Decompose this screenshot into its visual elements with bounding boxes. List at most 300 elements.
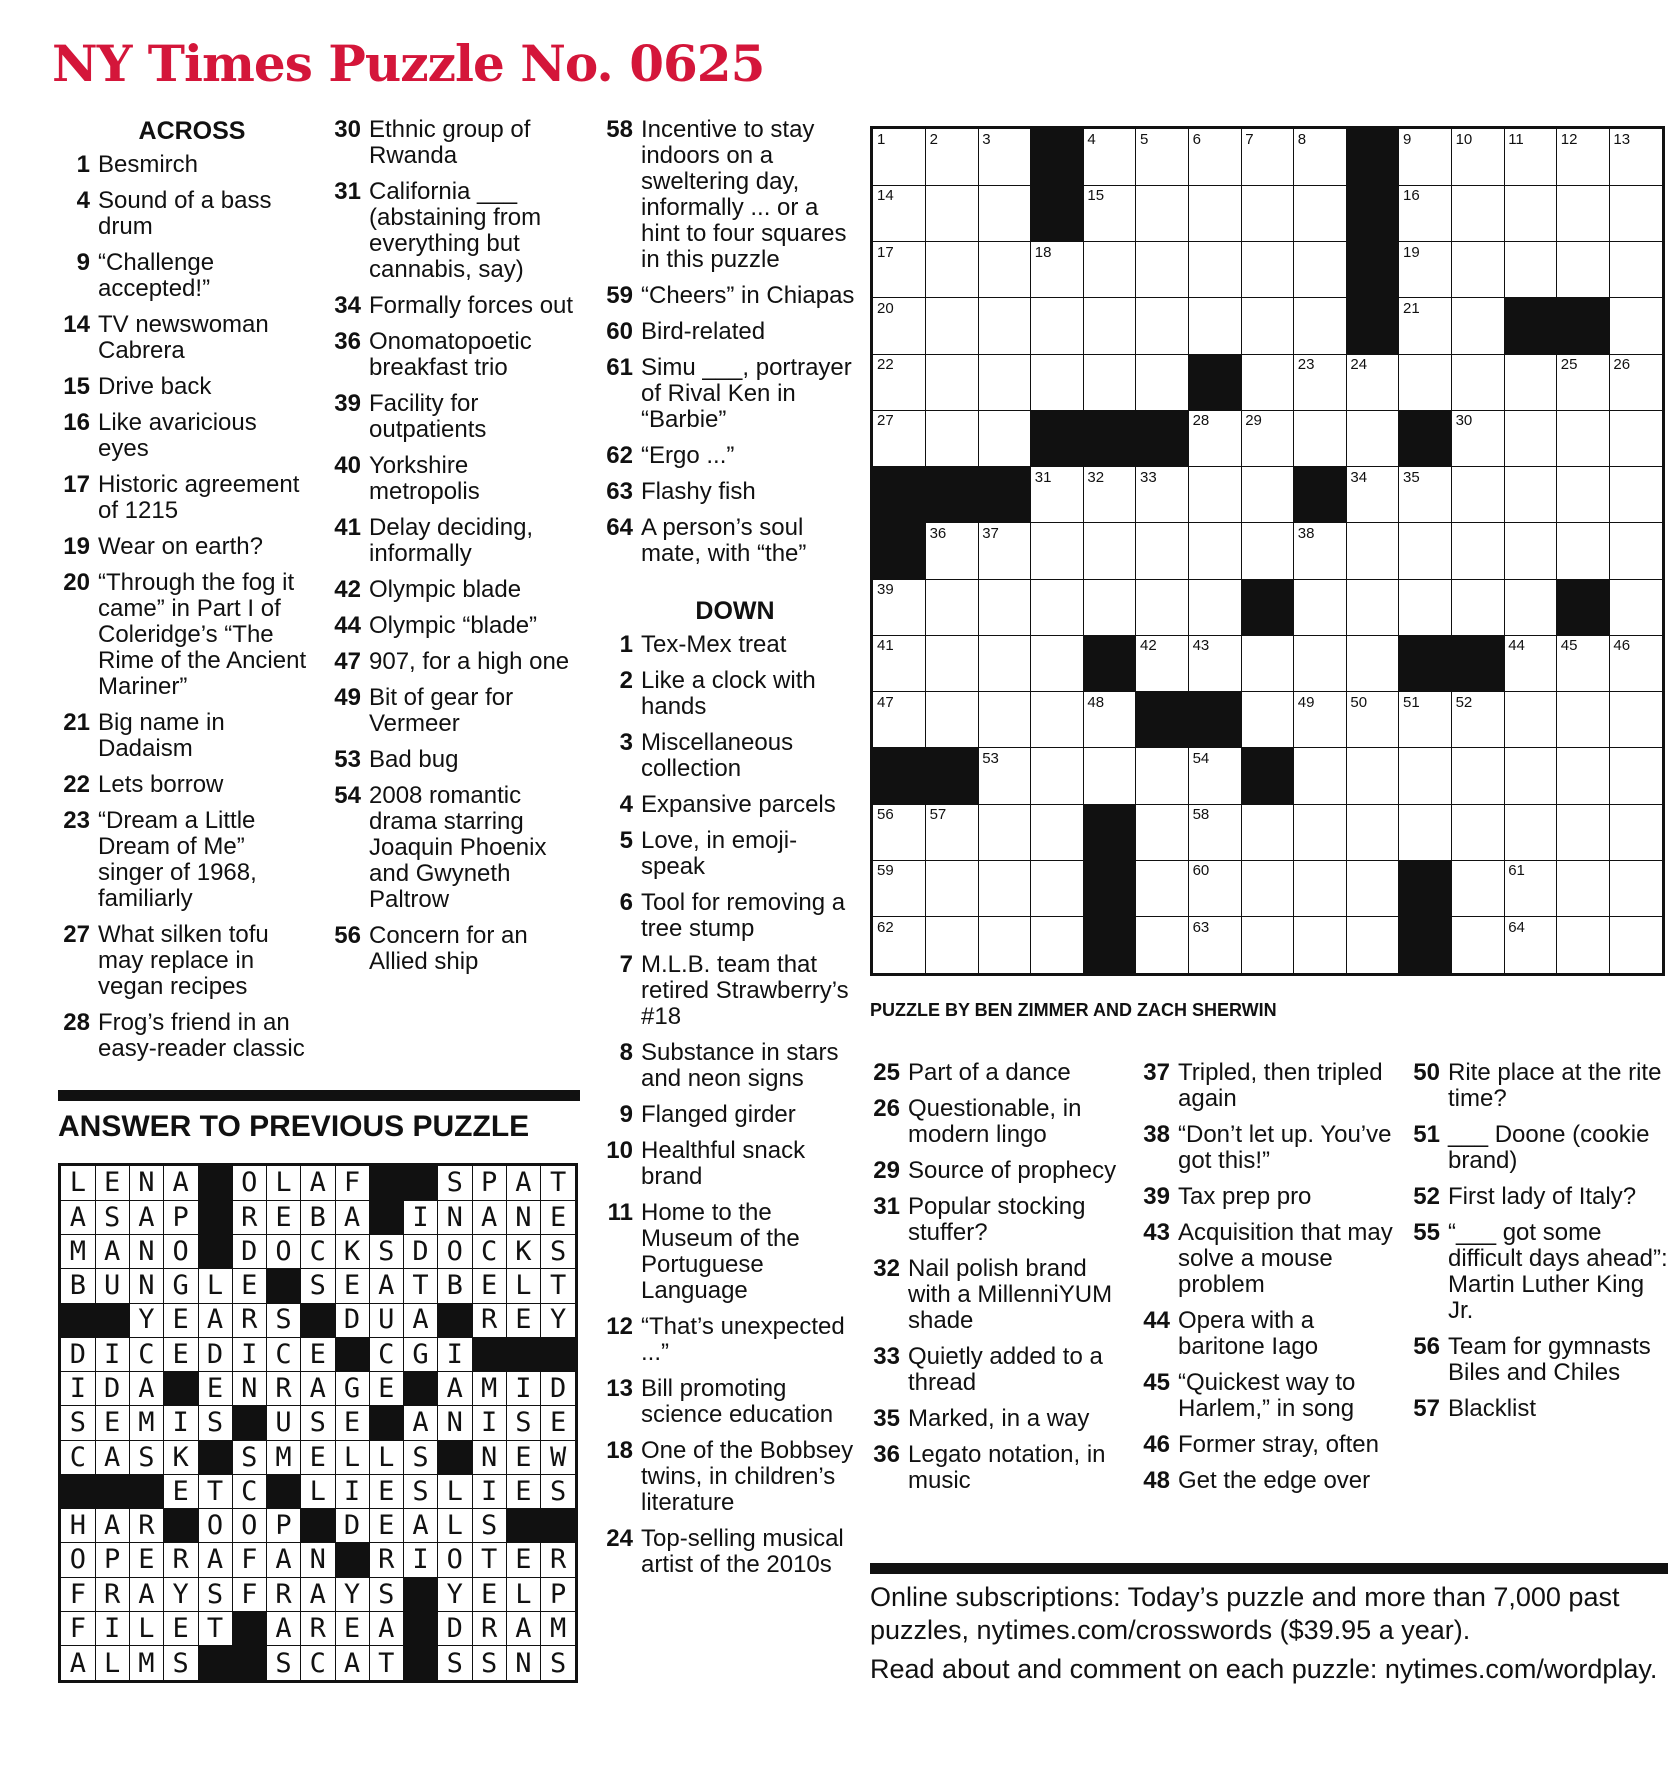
grid-cell[interactable] [1136, 242, 1189, 299]
grid-cell[interactable] [1452, 129, 1505, 186]
answer-cell: T [472, 1543, 507, 1578]
grid-cell[interactable] [1189, 467, 1242, 524]
grid-cell[interactable] [1294, 748, 1347, 805]
grid-cell[interactable] [1399, 579, 1452, 636]
grid-cell[interactable] [1557, 185, 1610, 242]
clue-number: 23 [63, 807, 90, 834]
cell-number: 15 [1087, 187, 1105, 205]
grid-cell[interactable] [1136, 467, 1189, 524]
grid-cell[interactable] [1294, 523, 1347, 580]
cell-number: 9 [1403, 131, 1412, 148]
wordplay-text: Read about and comment on each puzzle: nytimes.com/wordplay. [870, 1654, 1658, 1684]
answer-cell: F [335, 1166, 370, 1201]
grid-cell[interactable] [1399, 298, 1452, 355]
clue-text: Onomatopoetic breakfast trio [369, 328, 532, 381]
cell-number: 12 [1560, 131, 1578, 148]
answer-cell: E [472, 1269, 507, 1304]
grid-cell[interactable] [1346, 692, 1399, 749]
grid-cell[interactable] [926, 298, 979, 355]
grid-cell[interactable] [1189, 804, 1242, 861]
grid-cell[interactable] [1189, 523, 1242, 580]
grid-cell[interactable] [1557, 354, 1610, 411]
answer-cell: E [232, 1269, 267, 1304]
grid-cell[interactable] [926, 129, 979, 186]
black-square [1399, 860, 1452, 917]
grid-cell[interactable] [1504, 410, 1557, 467]
grid-cell[interactable] [1504, 804, 1557, 861]
grid-cell[interactable] [978, 523, 1031, 580]
grid-cell[interactable] [978, 917, 1031, 974]
grid-cell[interactable] [873, 692, 926, 749]
grid-cell[interactable] [1031, 917, 1084, 974]
grid-cell[interactable] [1452, 298, 1505, 355]
answer-cell: A [369, 1611, 404, 1646]
grid-cell[interactable] [1609, 410, 1662, 467]
answer-cell: N [506, 1646, 541, 1681]
grid-cell[interactable] [1136, 579, 1189, 636]
grid-cell[interactable] [873, 635, 926, 692]
grid-cell[interactable] [1399, 185, 1452, 242]
grid-cell[interactable] [1136, 129, 1189, 186]
clue-item [323, 649, 585, 675]
grid-cell[interactable] [1189, 185, 1242, 242]
grid-cell[interactable] [978, 635, 1031, 692]
grid-cell[interactable] [978, 804, 1031, 861]
clue-text: Facility for outpatients [369, 390, 487, 443]
clue-item [323, 577, 585, 603]
grid-cell[interactable] [1609, 354, 1662, 411]
grid-cell[interactable] [873, 917, 926, 974]
grid-cell[interactable] [1609, 748, 1662, 805]
grid-cell[interactable] [1241, 410, 1294, 467]
grid-cell[interactable] [926, 804, 979, 861]
grid-cell[interactable] [1136, 354, 1189, 411]
grid-cell[interactable] [1557, 748, 1610, 805]
grid-cell[interactable] [1136, 860, 1189, 917]
grid-cell[interactable] [978, 410, 1031, 467]
grid-cell[interactable] [1136, 748, 1189, 805]
clue-number: 55 [1413, 1219, 1440, 1246]
grid-cell[interactable] [1189, 242, 1242, 299]
grid-cell[interactable] [1241, 523, 1294, 580]
grid-cell[interactable] [978, 579, 1031, 636]
grid-cell[interactable] [1241, 917, 1294, 974]
answer-cell: S [541, 1474, 576, 1509]
grid-cell[interactable] [1399, 129, 1452, 186]
grid-cell[interactable] [1083, 354, 1136, 411]
grid-cell[interactable] [1504, 523, 1557, 580]
grid-cell[interactable] [978, 354, 1031, 411]
grid-cell[interactable] [1241, 298, 1294, 355]
grid-cell[interactable] [1189, 917, 1242, 974]
grid-cell[interactable] [1557, 467, 1610, 524]
grid-cell[interactable] [1031, 298, 1084, 355]
answer-cell: I [506, 1372, 541, 1407]
grid-cell[interactable] [1136, 917, 1189, 974]
cell-number: 60 [1192, 862, 1210, 880]
grid-cell[interactable] [1241, 242, 1294, 299]
answer-cell: A [198, 1303, 233, 1338]
grid-cell[interactable] [1241, 354, 1294, 411]
answer-cell: A [404, 1303, 439, 1338]
answer-cell: A [267, 1543, 302, 1578]
cell-number: 34 [1350, 468, 1368, 486]
grid-cell[interactable] [1557, 129, 1610, 186]
grid-cell[interactable] [1504, 917, 1557, 974]
grid-cell[interactable] [1346, 467, 1399, 524]
grid-cell[interactable] [873, 298, 926, 355]
grid-cell[interactable] [1083, 129, 1136, 186]
clue-number: 62 [606, 442, 633, 469]
cell-number: 45 [1560, 637, 1578, 655]
grid-cell[interactable] [1136, 185, 1189, 242]
cell-number: 22 [877, 356, 894, 374]
grid-cell[interactable] [1452, 579, 1505, 636]
answer-cell: O [164, 1235, 199, 1270]
grid-cell[interactable] [1346, 917, 1399, 974]
grid-cell[interactable] [1504, 129, 1557, 186]
clue-item [862, 1344, 1127, 1396]
grid-cell[interactable] [1031, 860, 1084, 917]
grid-cell[interactable] [1609, 185, 1662, 242]
answer-cell: R [267, 1577, 302, 1612]
cell-number: 42 [1140, 637, 1157, 655]
grid-cell[interactable] [926, 523, 979, 580]
grid-cell[interactable] [926, 242, 979, 299]
subscription-text-line-1: Online subscriptions: Today’s puzzle and more than 7,000 past [870, 1582, 1620, 1612]
grid-cell[interactable] [1399, 354, 1452, 411]
clue-item [52, 710, 312, 762]
grid-cell[interactable] [1241, 804, 1294, 861]
grid-cell[interactable] [1504, 635, 1557, 692]
grid-cell[interactable] [1452, 692, 1505, 749]
clue-text: Questionable, in modern lingo [908, 1095, 1082, 1148]
grid-cell[interactable] [1083, 579, 1136, 636]
grid-cell[interactable] [873, 242, 926, 299]
crossword-grid[interactable] [870, 126, 1665, 976]
grid-cell[interactable] [1031, 692, 1084, 749]
grid-cell[interactable] [1294, 242, 1347, 299]
grid-cell[interactable] [1609, 467, 1662, 524]
grid-cell[interactable] [873, 579, 926, 636]
clue-item [52, 374, 312, 400]
grid-cell[interactable] [1241, 635, 1294, 692]
answer-cell: O [438, 1235, 473, 1270]
black-square [1189, 354, 1242, 411]
grid-cell[interactable] [1399, 523, 1452, 580]
grid-cell[interactable] [873, 129, 926, 186]
answer-black-square [335, 1543, 370, 1578]
grid-cell[interactable] [1609, 860, 1662, 917]
grid-cell[interactable] [1346, 804, 1399, 861]
cell-number: 8 [1297, 131, 1307, 148]
grid-cell[interactable] [1452, 242, 1505, 299]
answer-cell: E [95, 1406, 130, 1441]
grid-cell[interactable] [1504, 748, 1557, 805]
grid-cell[interactable] [1136, 635, 1189, 692]
grid-cell[interactable] [1609, 129, 1662, 186]
grid-cell[interactable] [1452, 410, 1505, 467]
grid-cell[interactable] [873, 354, 926, 411]
answer-cell: S [438, 1166, 473, 1201]
grid-cell[interactable] [1083, 242, 1136, 299]
grid-cell[interactable] [1452, 748, 1505, 805]
grid-cell[interactable] [1189, 410, 1242, 467]
black-square [873, 748, 926, 805]
grid-cell[interactable] [1241, 860, 1294, 917]
cell-number: 19 [1403, 243, 1420, 261]
grid-cell[interactable] [1346, 410, 1399, 467]
grid-cell[interactable] [926, 860, 979, 917]
grid-cell[interactable] [1557, 635, 1610, 692]
answer-cell: T [541, 1166, 576, 1201]
grid-cell[interactable] [1083, 748, 1136, 805]
answer-cell: S [541, 1235, 576, 1270]
clue-item [1402, 1122, 1670, 1174]
answer-cell: I [404, 1543, 439, 1578]
grid-cell[interactable] [1504, 860, 1557, 917]
grid-cell[interactable] [1504, 354, 1557, 411]
grid-cell[interactable] [1031, 467, 1084, 524]
grid-cell[interactable] [1399, 748, 1452, 805]
answer-cell: O [267, 1235, 302, 1270]
grid-cell[interactable] [1294, 185, 1347, 242]
clue-item [862, 1096, 1127, 1148]
grid-cell[interactable] [1557, 804, 1610, 861]
grid-cell[interactable] [1083, 523, 1136, 580]
clue-text: Besmirch [98, 151, 199, 178]
answer-cell: A [164, 1166, 199, 1201]
grid-cell[interactable] [1083, 298, 1136, 355]
grid-cell[interactable] [873, 410, 926, 467]
grid-cell[interactable] [1189, 298, 1242, 355]
clue-text: Ethnic group of Rwanda [369, 116, 531, 169]
answer-cell: S [438, 1646, 473, 1681]
grid-cell[interactable] [1609, 635, 1662, 692]
grid-cell[interactable] [978, 692, 1031, 749]
grid-cell[interactable] [1504, 692, 1557, 749]
grid-cell[interactable] [1031, 523, 1084, 580]
grid-cell[interactable] [1557, 523, 1610, 580]
grid-cell[interactable] [1557, 692, 1610, 749]
grid-cell[interactable] [1452, 354, 1505, 411]
grid-cell[interactable] [1609, 579, 1662, 636]
grid-cell[interactable] [1399, 804, 1452, 861]
clue-text: Former stray, often [1178, 1431, 1379, 1458]
grid-cell[interactable] [1294, 692, 1347, 749]
clue-text: Legato notation, in music [908, 1441, 1106, 1494]
cell-number: 47 [877, 693, 894, 711]
clue-text: Drive back [98, 373, 212, 400]
grid-cell[interactable] [1452, 917, 1505, 974]
cell-number: 52 [1455, 693, 1473, 711]
answer-cell: P [95, 1543, 130, 1578]
clue-text: Nail polish brand with a MillenniYUM shade [908, 1255, 1113, 1334]
grid-cell[interactable] [1031, 242, 1084, 299]
clue-number: 14 [63, 311, 90, 338]
clue-item [595, 479, 855, 505]
grid-cell[interactable] [1031, 635, 1084, 692]
grid-cell[interactable] [978, 860, 1031, 917]
clue-list [323, 117, 585, 975]
grid-cell[interactable] [1504, 467, 1557, 524]
grid-cell[interactable] [1241, 467, 1294, 524]
clue-number: 2 [619, 667, 633, 694]
grid-cell[interactable] [1399, 692, 1452, 749]
answer-cell: D [404, 1235, 439, 1270]
cell-number: 14 [877, 187, 894, 205]
grid-cell[interactable] [1189, 748, 1242, 805]
grid-cell[interactable] [1452, 467, 1505, 524]
answer-cell: S [198, 1577, 233, 1612]
grid-cell[interactable] [1399, 242, 1452, 299]
grid-cell[interactable] [1031, 748, 1084, 805]
grid-cell[interactable] [1189, 579, 1242, 636]
grid-cell[interactable] [1083, 692, 1136, 749]
grid-cell[interactable] [1241, 129, 1294, 186]
grid-cell[interactable] [1346, 635, 1399, 692]
clue-text: Substance in stars and neon signs [641, 1039, 839, 1092]
grid-cell[interactable] [1136, 523, 1189, 580]
clue-text: Tripled, then tripled again [1178, 1059, 1383, 1112]
grid-cell[interactable] [1399, 467, 1452, 524]
grid-cell[interactable] [1504, 579, 1557, 636]
grid-cell[interactable] [1346, 748, 1399, 805]
grid-cell[interactable] [926, 917, 979, 974]
grid-cell[interactable] [926, 354, 979, 411]
grid-cell[interactable] [1031, 354, 1084, 411]
answer-cell: E [164, 1611, 199, 1646]
grid-cell[interactable] [1294, 917, 1347, 974]
clue-number: 24 [606, 1525, 633, 1552]
grid-cell[interactable] [1452, 523, 1505, 580]
grid-cell[interactable] [1294, 579, 1347, 636]
answer-cell: E [541, 1406, 576, 1441]
grid-cell[interactable] [873, 860, 926, 917]
grid-cell[interactable] [1452, 185, 1505, 242]
clue-number: 47 [334, 648, 361, 675]
grid-cell[interactable] [926, 579, 979, 636]
grid-cell[interactable] [1136, 298, 1189, 355]
clue-text: “Cheers” in Chiapas [641, 282, 855, 309]
grid-cell[interactable] [1346, 523, 1399, 580]
clue-item [52, 472, 312, 524]
grid-cell[interactable] [1241, 185, 1294, 242]
cell-number: 16 [1403, 187, 1420, 205]
grid-cell[interactable] [1557, 917, 1610, 974]
grid-cell[interactable] [1609, 242, 1662, 299]
answer-cell: E [198, 1372, 233, 1407]
grid-cell[interactable] [1346, 354, 1399, 411]
grid-cell[interactable] [873, 185, 926, 242]
answer-cell: E [267, 1200, 302, 1235]
clue-text: Formally forces out [369, 292, 574, 319]
grid-cell[interactable] [873, 804, 926, 861]
grid-cell[interactable] [1031, 804, 1084, 861]
answer-cell: L [267, 1166, 302, 1201]
clue-number: 32 [873, 1255, 900, 1282]
grid-cell[interactable] [1609, 523, 1662, 580]
grid-cell[interactable] [926, 410, 979, 467]
black-square [1346, 298, 1399, 355]
grid-cell[interactable] [1031, 579, 1084, 636]
down-column-2 [862, 1060, 1127, 1504]
answer-black-square [438, 1303, 473, 1338]
clue-text: Like a clock with hands [641, 667, 816, 720]
grid-cell[interactable] [978, 242, 1031, 299]
black-square [1136, 692, 1189, 749]
answer-cell: F [232, 1577, 267, 1612]
grid-cell[interactable] [1504, 242, 1557, 299]
answer-cell: E [506, 1474, 541, 1509]
grid-cell[interactable] [1609, 298, 1662, 355]
grid-cell[interactable] [1504, 185, 1557, 242]
answer-cell: R [95, 1577, 130, 1612]
grid-cell[interactable] [1609, 804, 1662, 861]
grid-cell[interactable] [1294, 298, 1347, 355]
grid-cell[interactable] [978, 185, 1031, 242]
answer-cell: I [61, 1372, 96, 1407]
grid-cell[interactable] [1452, 860, 1505, 917]
clue-list [595, 117, 855, 567]
grid-cell[interactable] [1294, 635, 1347, 692]
clue-number: 54 [334, 782, 361, 809]
answer-cell: E [335, 1269, 370, 1304]
grid-cell[interactable] [978, 748, 1031, 805]
clue-text: First lady of Italy? [1448, 1183, 1637, 1210]
grid-cell[interactable] [1189, 129, 1242, 186]
cell-number: 43 [1192, 637, 1210, 655]
grid-cell[interactable] [1136, 804, 1189, 861]
grid-cell[interactable] [1609, 692, 1662, 749]
grid-cell[interactable] [1346, 579, 1399, 636]
grid-cell[interactable] [1557, 410, 1610, 467]
grid-cell[interactable] [1241, 692, 1294, 749]
grid-cell[interactable] [1557, 242, 1610, 299]
grid-cell[interactable] [1294, 860, 1347, 917]
clue-list [862, 1060, 1127, 1494]
clue-text: Tool for removing a tree stump [641, 889, 846, 942]
grid-cell[interactable] [1294, 410, 1347, 467]
grid-cell[interactable] [1452, 804, 1505, 861]
answer-cell: B [61, 1269, 96, 1304]
clue-item [52, 570, 312, 700]
cell-number: 33 [1140, 468, 1157, 486]
grid-cell[interactable] [1189, 635, 1242, 692]
clue-number: 21 [63, 709, 90, 736]
cell-number: 30 [1455, 412, 1473, 430]
grid-cell[interactable] [978, 129, 1031, 186]
grid-cell[interactable] [978, 298, 1031, 355]
grid-cell[interactable] [1083, 185, 1136, 242]
grid-cell[interactable] [1189, 860, 1242, 917]
clue-item [323, 329, 585, 381]
grid-cell[interactable] [926, 185, 979, 242]
grid-cell[interactable] [1346, 860, 1399, 917]
grid-cell[interactable] [926, 635, 979, 692]
grid-cell[interactable] [1083, 467, 1136, 524]
grid-cell[interactable] [1294, 354, 1347, 411]
clue-text: “Don’t let up. You’ve got this!” [1178, 1121, 1392, 1174]
answer-cell: A [198, 1543, 233, 1578]
clue-item [595, 117, 855, 273]
grid-cell[interactable] [1294, 129, 1347, 186]
grid-cell[interactable] [1609, 917, 1662, 974]
grid-cell[interactable] [926, 692, 979, 749]
answer-cell: E [472, 1577, 507, 1612]
grid-cell[interactable] [1557, 860, 1610, 917]
grid-cell[interactable] [1294, 804, 1347, 861]
